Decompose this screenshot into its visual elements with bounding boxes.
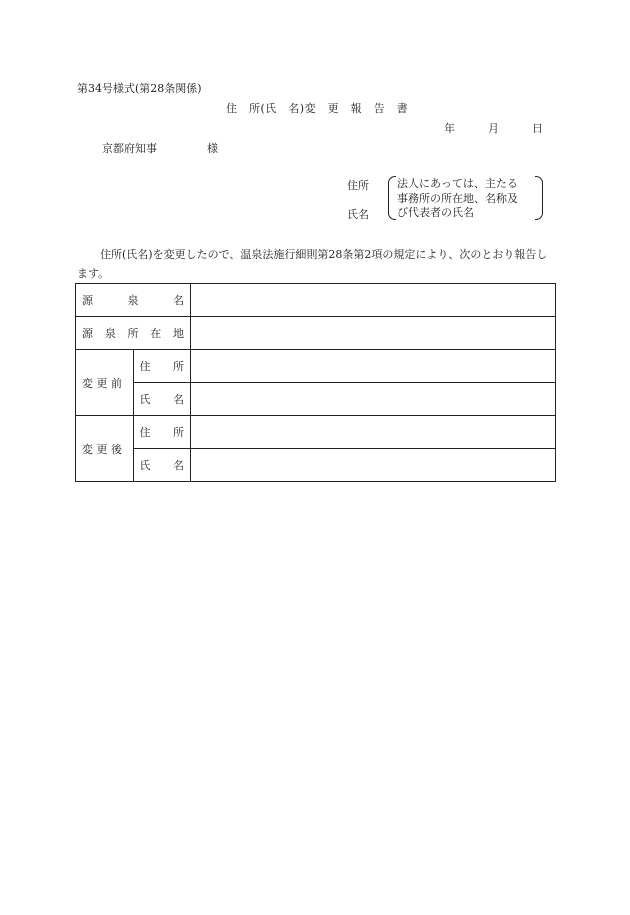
- table-row: [76, 449, 556, 482]
- table-row: [76, 350, 556, 383]
- before-change-label: 変 更 前: [76, 350, 134, 416]
- table-row: [76, 284, 556, 317]
- table-row: [76, 317, 556, 350]
- day-label: 日: [532, 122, 543, 135]
- reporter-address-label: 住所: [347, 179, 369, 192]
- source-location-value: [191, 317, 556, 350]
- month-label: 月: [488, 122, 499, 135]
- note-line: び代表者の氏名: [397, 206, 474, 219]
- after-name-value: [191, 449, 556, 482]
- after-address-value: [191, 416, 556, 449]
- form-number: 第34号様式(第28条関係): [77, 82, 202, 95]
- body-text: 住所(氏名)を変更したので、温泉法施行細則第28条第2項の規定により、次のとおり報告します。: [77, 248, 548, 280]
- reporter-name-label: 氏名: [347, 208, 369, 221]
- corporate-note-bracket: [388, 176, 540, 221]
- before-address-label: 住 所: [133, 350, 191, 383]
- source-name-value: [191, 284, 556, 317]
- left-bracket: [388, 176, 396, 220]
- right-bracket: [535, 176, 543, 220]
- after-change-label: 変 更 後: [76, 416, 134, 482]
- table-row: [76, 416, 556, 449]
- source-location-label: 源 泉 所 在 地: [76, 317, 191, 350]
- addressee-honorific: 様: [207, 142, 218, 155]
- source-name-label: 源 泉 名: [76, 284, 191, 317]
- note-line: 事務所の所在地、名称及: [397, 191, 518, 205]
- table-row: [76, 383, 556, 416]
- note-line: 法人にあっては、主たる: [397, 177, 518, 190]
- before-address-value: [191, 350, 556, 383]
- year-label: 年: [444, 122, 455, 135]
- before-name-value: [191, 383, 556, 416]
- date-line: [444, 122, 543, 136]
- before-name-label: 氏 名: [133, 383, 191, 416]
- addressee-name: 京都府知事: [102, 142, 157, 155]
- report-table: [75, 283, 556, 482]
- after-name-label: 氏 名: [133, 449, 191, 482]
- document-title: 住 所(氏 名)変 更 報 告 書: [226, 102, 409, 115]
- after-address-label: 住 所: [133, 416, 191, 449]
